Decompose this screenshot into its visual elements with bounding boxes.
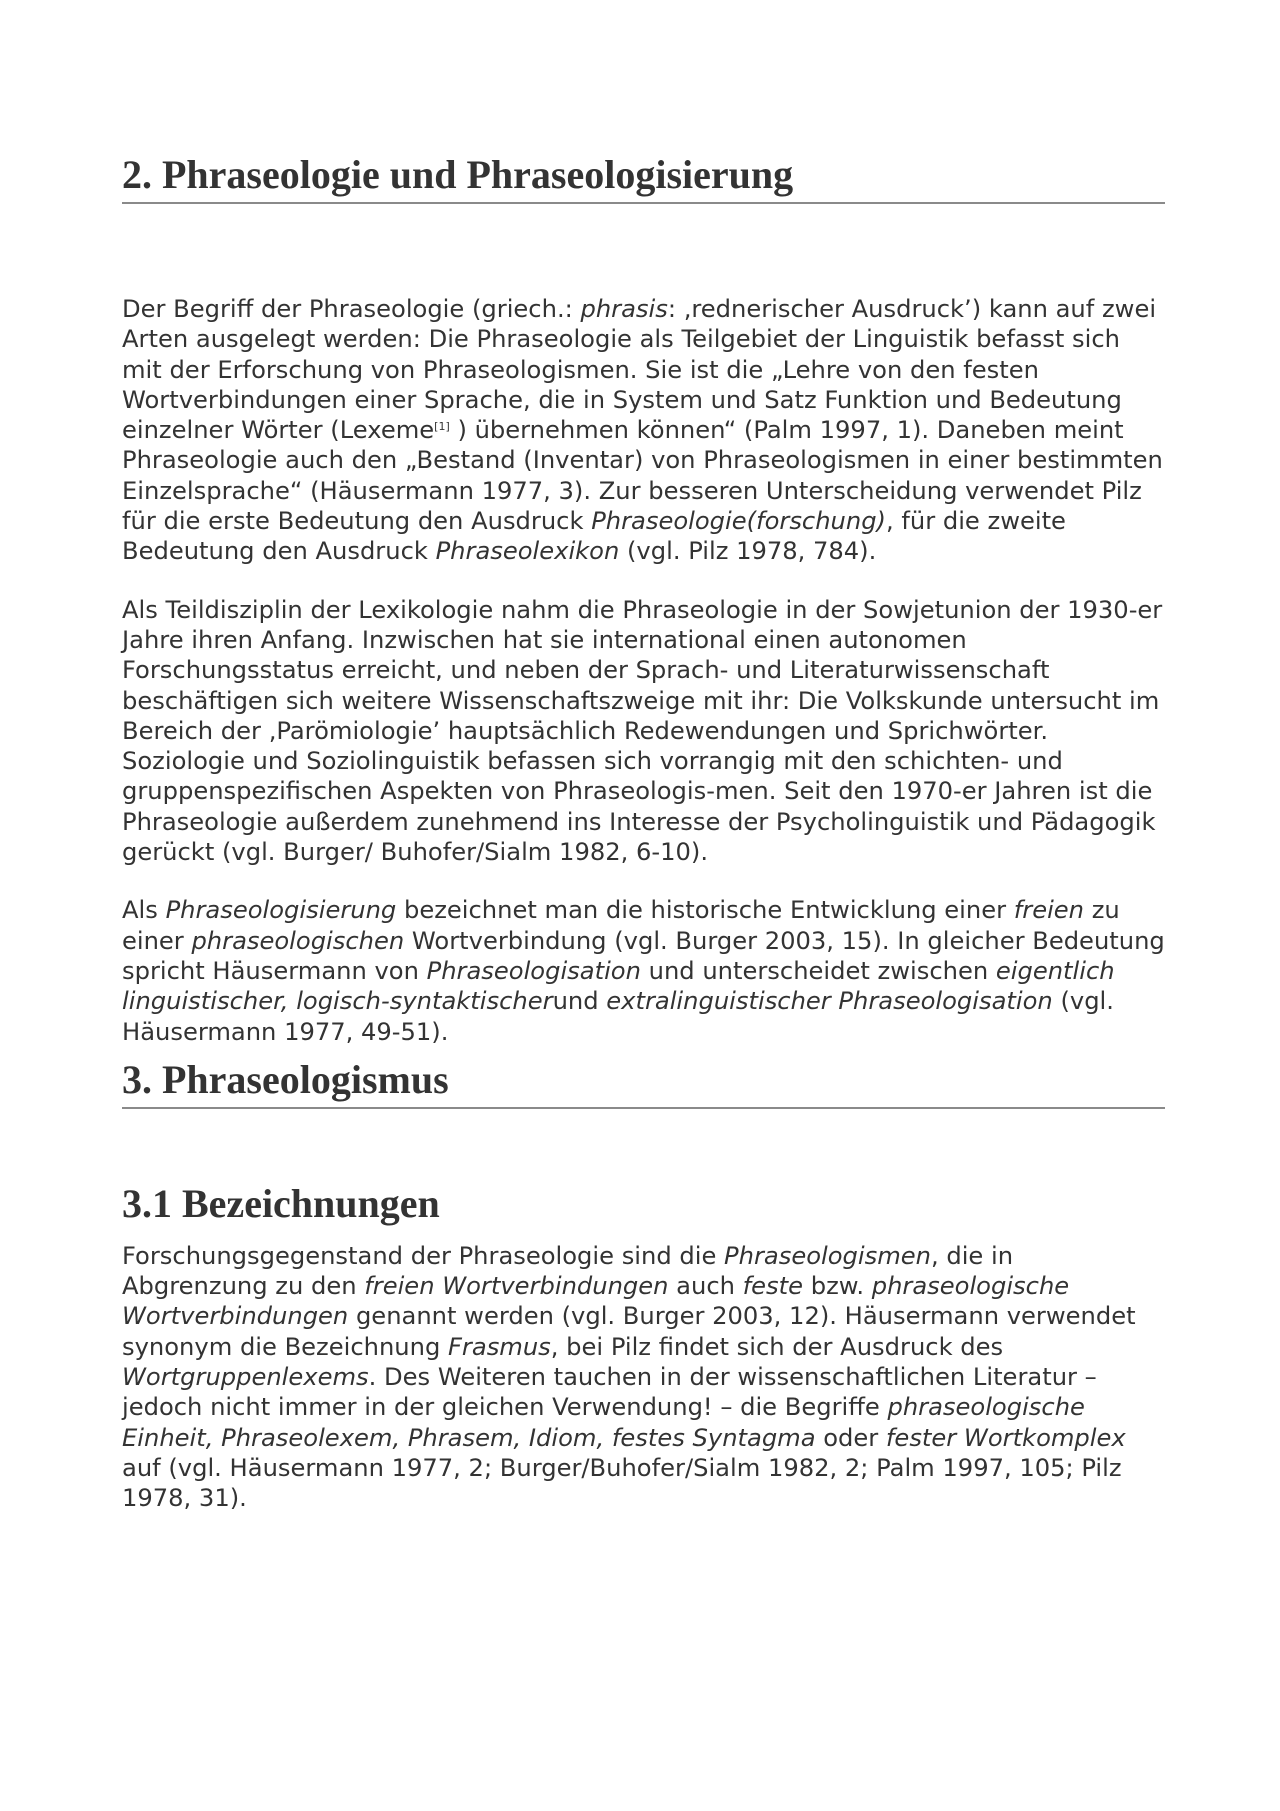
emphasis-frasmus: Frasmus xyxy=(448,1332,551,1361)
text-run: , bei Pilz findet sich der Ausdruck des xyxy=(550,1332,1004,1361)
text-run: ) übernehmen können“ (Palm 1997, 1). Daneben meint Phraseologie auch den „Bestand (Inventar) von Phraseologismen in einer bestimmten Einzelsprache“ (Häusermann 1977, 3). Zur besseren Unterscheidung verwendet Pilz für die erste Bedeutung den Ausdruck xyxy=(122,416,1163,536)
text-run: Forschungsgegenstand der Phraseologie sind die xyxy=(122,1241,725,1270)
text-run: bzw. xyxy=(803,1272,872,1301)
emphasis-fester-wortkomplex: fester Wortkomplex xyxy=(885,1423,1126,1452)
text-run: Der Begriff der Phraseologie (griech.: xyxy=(122,295,581,323)
text-run: (vgl. Häusermann 1977, 49-51). xyxy=(122,987,1114,1046)
paragraph-phraseologisierung xyxy=(122,895,1165,1046)
footnote-ref-1[interactable]: [1] xyxy=(434,420,450,434)
paragraph-teildisziplin: Als Teildisziplin der Lexikologie nahm die Phraseologie in der Sowjetunion der 1930-er Jahre ihren Anfang. Inzwischen hat sie international einen autonomen Forschungsstatus erreicht, und neben der Sprach- und Literaturwissenschaft beschäftigen sich weitere Wissenschaftszweige mit ihr: Die Volkskunde untersucht im Bereich der ‚Parömiologie’ hauptsächlich Redewendungen und Sprichwörter. Soziologie und Soziolinguistik befassen sich vorrangig mit den schichten- und gruppenspezifischen Aspekten von Phraseologis-men. Seit den 1970-er Jahren ist die Phraseologie außerdem zunehmend ins Interesse der Psycholinguistik und Pädagogik gerückt (vgl. Burger/ Buhofer/Sialm 1982, 6-10). xyxy=(122,595,1163,867)
document-page xyxy=(122,150,1165,1514)
emphasis-phraseologisierung: Phraseologisierung xyxy=(165,896,397,925)
text-run: und xyxy=(552,987,607,1016)
emphasis-phrasis: phrasis xyxy=(580,295,668,323)
text-run: Wortverbindung (vgl. Burger 2003, 15). In gleicher Bedeutung spricht Häusermann von xyxy=(122,926,1165,985)
text-run: , die in Abgrenzung zu den xyxy=(122,1241,1014,1301)
text-run: . Des Weiteren tauchen in der wissenschaftlichen Literatur – jedoch nicht immer in der gleichen Verwendung! – die Begriffe xyxy=(122,1363,1097,1422)
text-run: : ‚rednerischer Ausdruck’) kann auf zwei Arten ausgelegt werden: Die Phraseologie als Teilgebiet der Linguistik befasst sich mit der Erforschung von Phraseologismen. Sie ist die „Lehre von den festen Wortverbindungen einer Sprache, die in System und Satz Funktion und Bedeutung einzelner Wörter (Lexeme xyxy=(122,295,1157,445)
emphasis-phraseologische-wortverbindungen: phraseologische Wortverbindungen xyxy=(122,1272,1070,1331)
text-run: auf (vgl. Häusermann 1977, 2; Burger/Buhofer/Sialm 1982, 2; Palm 1997, 105; Pilz 1978, 31). xyxy=(122,1453,1122,1513)
heading-section-3-1: 3.1 Bezeichnungen xyxy=(122,1180,440,1226)
emphasis-phraseologisation: Phraseologisation xyxy=(426,956,641,985)
text-run: genannt werden (vgl. Burger 2003, 12). Häusermann verwendet synonym die Bezeichnung xyxy=(122,1302,1136,1361)
paragraph-bezeichnungen xyxy=(122,1241,1165,1514)
emphasis-eigentlich-linguistischer: eigentlich linguistischer, logisch-syntaktischer xyxy=(122,956,1115,1016)
text-run: Als xyxy=(122,896,166,925)
text-run: zu einer xyxy=(122,896,1120,955)
emphasis-freien: freien xyxy=(1013,896,1085,925)
heading-section-3: 3. Phraseologismus xyxy=(122,1055,1165,1109)
text-run: oder xyxy=(815,1423,886,1452)
emphasis-wortgruppenlexems: Wortgruppenlexems xyxy=(122,1363,369,1392)
emphasis-begriffe-liste: phraseologische Einheit, Phraseolexem, Phrasem, Idiom, festes Syntagma xyxy=(122,1393,1085,1452)
emphasis-phraseologie-forschung: Phraseologie(forschung) xyxy=(591,507,886,536)
paragraph-phraseologie-definition xyxy=(122,294,1165,567)
emphasis-phraseologischen: phraseologischen xyxy=(191,926,405,955)
emphasis-feste: feste xyxy=(742,1272,804,1301)
emphasis-phraseologismen: Phraseologismen xyxy=(724,1241,931,1270)
heading-section-2: 2. Phraseologie und Phraseologisierung xyxy=(122,150,1165,204)
text-run: und unterscheidet zwischen xyxy=(640,956,996,985)
text-run: bezeichnet man die historische Entwicklung einer xyxy=(396,896,1014,925)
emphasis-freien-wortverbindungen: freien Wortverbindungen xyxy=(364,1272,669,1301)
text-run: , für die zweite Bedeutung den Ausdruck xyxy=(122,507,1066,566)
text-run: auch xyxy=(668,1272,743,1301)
emphasis-phraseolexikon: Phraseolexikon xyxy=(435,537,620,566)
emphasis-extralinguistischer: extralinguistischer Phraseologisation xyxy=(606,987,1053,1016)
text-run: (vgl. Pilz 1978, 784). xyxy=(619,537,877,566)
